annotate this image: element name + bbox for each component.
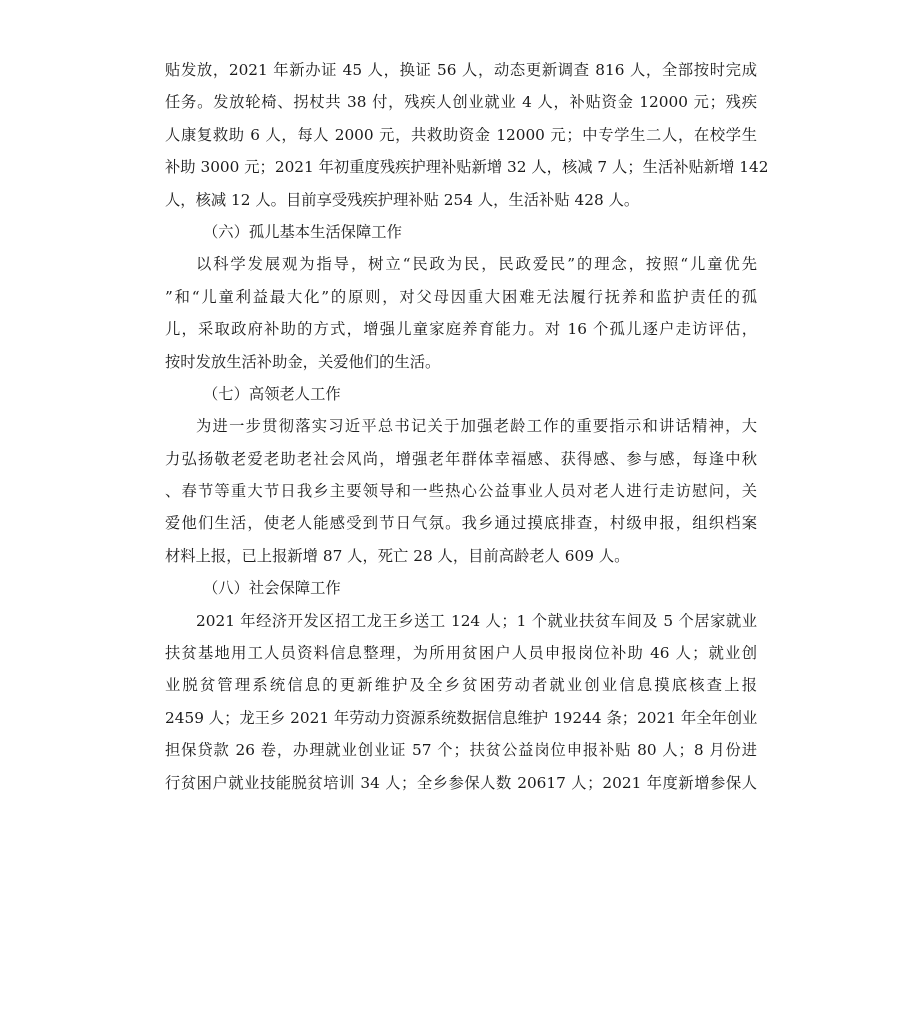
paragraph-first-line: 2021 年经济开发区招工龙王乡送工 124 人；1 个就业扶贫车间及 5 个居家就业 (196, 611, 757, 630)
section-heading-elderly: （七）高领老人工作 (203, 384, 341, 403)
paragraph-first-line: 以科学发展观为指导，树立“民政为民，民政爱民”的理念，按照“儿童优先 (196, 255, 757, 274)
body-line: 按时发放生活补助金，关爱他们的生活。 (165, 352, 441, 371)
body-line: 力弘扬敬老爱老助老社会风尚，增强老年群体幸福感、获得感、参与感，每逢中秋 (165, 449, 757, 468)
paragraph-first-line: 为进一步贯彻落实习近平总书记关于加强老龄工作的重要指示和讲话精神，大 (196, 417, 757, 436)
body-line: 、春节等重大节日我乡主要领导和一些热心公益事业人员对老人进行走访慰问，关 (165, 482, 757, 501)
body-line: 爱他们生活，使老人能感受到节日气氛。我乡通过摸底排查，村级申报，组织档案 (165, 514, 757, 533)
body-line: 业脱贫管理系统信息的更新维护及全乡贫困劳动者就业创业信息摸底核查上报 (165, 676, 757, 695)
body-line: 材料上报，已上报新增 87 人，死亡 28 人，目前高龄老人 609 人。 (165, 546, 630, 565)
section-heading-orphans: （六）孤儿基本生活保障工作 (203, 222, 402, 241)
document-page (165, 54, 769, 799)
body-line: 行贫困户就业技能脱贫培训 34 人；全乡参保人数 20617 人；2021 年度新增参保人 (165, 773, 757, 792)
body-line: 人康复救助 6 人，每人 2000 元，共救助资金 12000 元；中专学生二人，在校学生 (165, 125, 757, 144)
body-line: 贴发放，2021 年新办证 45 人，换证 56 人，动态更新调查 816 人，全部按时完成 (165, 61, 757, 79)
body-line: 担保贷款 26 卷，办理就业创业证 57 个；扶贫公益岗位申报补贴 80 人；8 月份进 (165, 741, 757, 760)
body-line: ”和“儿童利益最大化”的原则，对父母因重大困难无法履行抚养和监护责任的孤 (165, 287, 757, 306)
body-line: 人，核减 12 人。目前享受残疾护理补贴 254 人，生活补贴 428 人。 (165, 190, 640, 209)
section-heading-social-security: （八）社会保障工作 (203, 579, 341, 598)
body-line: 儿，采取政府补助的方式，增强儿童家庭养育能力。对 16 个孤儿逐户走访评估， (165, 320, 757, 339)
body-line: 2459 人；龙王乡 2021 年劳动力资源系统数据信息维护 19244 条；2021 年全年创业 (165, 708, 758, 727)
body-line: 扶贫基地用工人员资料信息整理，为所用贫困户人员申报岗位补助 46 人；就业创 (165, 644, 757, 663)
body-line: 任务。发放轮椅、拐杖共 38 付，残疾人创业就业 4 人，补贴资金 12000 元；残疾 (165, 93, 757, 112)
body-line: 补助 3000 元；2021 年初重度残疾护理补贴新增 32 人，核减 7 人；生活补贴新增 142 (165, 158, 769, 177)
